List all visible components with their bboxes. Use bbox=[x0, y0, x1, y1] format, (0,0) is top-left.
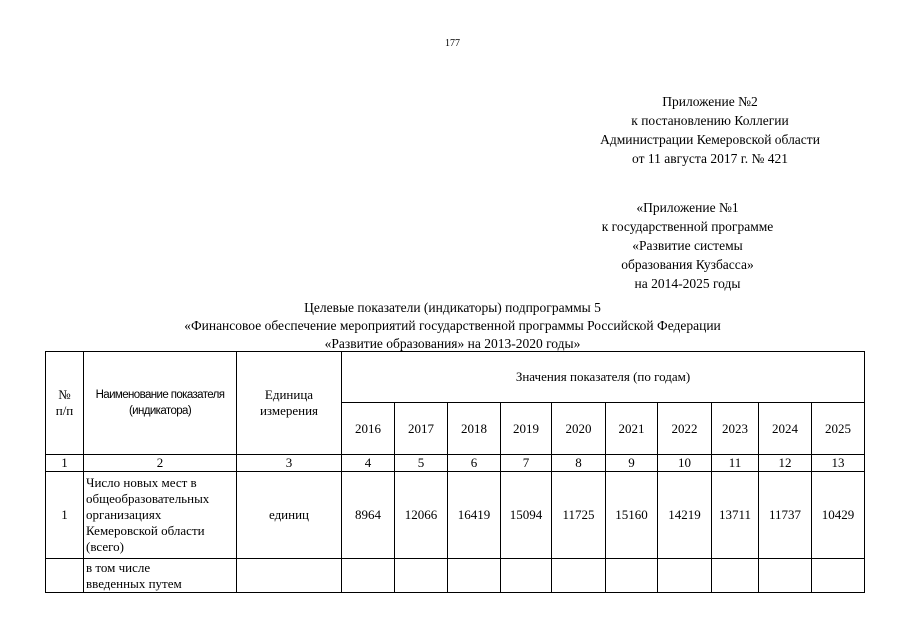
row-value bbox=[342, 559, 395, 593]
title-line: «Финансовое обеспечение мероприятий государственной программы Российской Федерации bbox=[184, 318, 721, 333]
name-line: общеобразовательных bbox=[86, 491, 210, 506]
header-year: 2019 bbox=[501, 403, 552, 455]
column-number: 2 bbox=[84, 455, 237, 472]
header-unit bbox=[237, 352, 342, 455]
row-indicator-name bbox=[84, 472, 237, 559]
column-number: 4 bbox=[342, 455, 395, 472]
row-indicator-name bbox=[84, 559, 237, 593]
row-unit bbox=[237, 559, 342, 593]
page-number: 177 bbox=[445, 38, 460, 49]
appendix-line: к постановлению Коллегии bbox=[631, 113, 789, 128]
column-number: 5 bbox=[395, 455, 448, 472]
header-year: 2024 bbox=[759, 403, 812, 455]
indicators-table bbox=[45, 351, 865, 593]
name-line: Кемеровской области bbox=[86, 523, 205, 538]
header-num-line: п/п bbox=[55, 403, 74, 418]
appendix-line: «Развитие системы bbox=[632, 238, 743, 253]
row-value bbox=[448, 559, 501, 593]
row-value: 14219 bbox=[658, 472, 712, 559]
column-number-row bbox=[46, 455, 865, 472]
appendix-line: Администрации Кемеровской области bbox=[600, 132, 820, 147]
column-number: 9 bbox=[606, 455, 658, 472]
row-value bbox=[606, 559, 658, 593]
column-number: 11 bbox=[712, 455, 759, 472]
header-year: 2017 bbox=[395, 403, 448, 455]
header-year: 2025 bbox=[812, 403, 865, 455]
column-number: 13 bbox=[812, 455, 865, 472]
column-number: 10 bbox=[658, 455, 712, 472]
row-value bbox=[759, 559, 812, 593]
name-line: организациях bbox=[86, 507, 162, 522]
header-indicator-name bbox=[84, 352, 237, 455]
name-line: введенных путем bbox=[86, 575, 182, 591]
row-value: 11725 bbox=[552, 472, 606, 559]
row-value: 13711 bbox=[712, 472, 759, 559]
row-value: 8964 bbox=[342, 472, 395, 559]
header-num bbox=[46, 352, 84, 455]
header-year: 2018 bbox=[448, 403, 501, 455]
row-value: 11737 bbox=[759, 472, 812, 559]
header-year: 2021 bbox=[606, 403, 658, 455]
row-value: 16419 bbox=[448, 472, 501, 559]
column-number: 3 bbox=[237, 455, 342, 472]
appendix-line: от 11 августа 2017 г. № 421 bbox=[632, 151, 788, 166]
column-number: 7 bbox=[501, 455, 552, 472]
row-value: 15160 bbox=[606, 472, 658, 559]
header-unit-line: Единица bbox=[264, 387, 314, 402]
table-row bbox=[46, 559, 865, 593]
table-row bbox=[46, 472, 865, 559]
row-value bbox=[395, 559, 448, 593]
column-number: 12 bbox=[759, 455, 812, 472]
header-num-line: № bbox=[58, 387, 71, 402]
row-value: 15094 bbox=[501, 472, 552, 559]
column-number: 1 bbox=[46, 455, 84, 472]
appendix-line: «Приложение №1 bbox=[636, 200, 739, 215]
header-values-group: Значения показателя (по годам) bbox=[342, 352, 865, 403]
row-unit: единиц bbox=[237, 472, 342, 559]
row-value bbox=[552, 559, 606, 593]
header-year: 2022 bbox=[658, 403, 712, 455]
header-name-line: (индикатора) bbox=[128, 405, 192, 417]
row-value: 12066 bbox=[395, 472, 448, 559]
header-name-line: Наименование показателя bbox=[95, 389, 225, 401]
appendix-header-2 bbox=[560, 92, 860, 168]
row-value: 10429 bbox=[812, 472, 865, 559]
appendix-header-1 bbox=[560, 198, 815, 293]
header-year: 2016 bbox=[342, 403, 395, 455]
header-unit-line: измерения bbox=[259, 403, 319, 418]
appendix-line: на 2014-2025 годы bbox=[634, 276, 741, 291]
column-number: 6 bbox=[448, 455, 501, 472]
table-title bbox=[0, 299, 905, 353]
name-line: Число новых мест в bbox=[86, 475, 197, 490]
header-year: 2020 bbox=[552, 403, 606, 455]
name-line: в том числе bbox=[86, 559, 151, 575]
row-value bbox=[712, 559, 759, 593]
title-line: «Развитие образования» на 2013-2020 годы» bbox=[324, 336, 581, 351]
row-value bbox=[658, 559, 712, 593]
row-value bbox=[812, 559, 865, 593]
appendix-line: образования Кузбасса» bbox=[621, 257, 754, 272]
row-num bbox=[46, 559, 84, 593]
row-num: 1 bbox=[46, 472, 84, 559]
header-year: 2023 bbox=[712, 403, 759, 455]
appendix-line: к государственной программе bbox=[601, 219, 774, 234]
title-line: Целевые показатели (индикаторы) подпрограммы 5 bbox=[304, 300, 601, 315]
appendix-line: Приложение №2 bbox=[662, 94, 758, 109]
name-line: (всего) bbox=[86, 539, 124, 554]
row-value bbox=[501, 559, 552, 593]
column-number: 8 bbox=[552, 455, 606, 472]
